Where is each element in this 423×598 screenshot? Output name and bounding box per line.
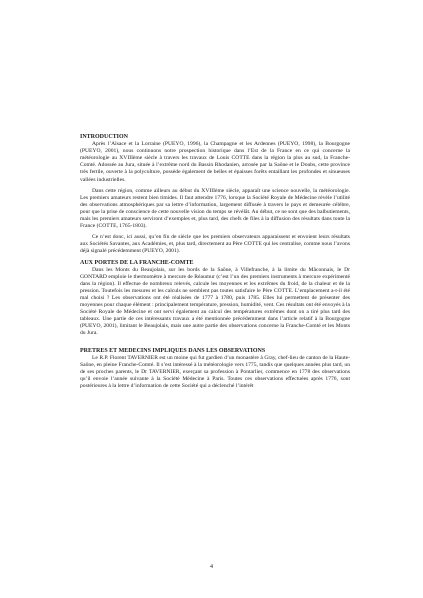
paragraph: Dans cette région, comme ailleurs au début du XVIIIème siècle, apparaît une science nouvelle, la météorologie. Les premiers amateurs restent bien timides. Il faut attendre 1776, lorsque la Société Royale de Médecine révèle l’utilité des observations atmosphériques par sa lettre d’information, largement diffusée à travers le pays et demeurée célèbre, pour que la prise de conscience de cette nouvelle vision du temps se révélât. Au début, ce ne sont que des balbutiements, mais les premiers amateurs serviront d’exemples et, plus tard, des chefs de files à la diffusion des résultats dans toute la France (COTTE, 1765-1803).: [80, 187, 350, 230]
page-number: 4: [210, 564, 213, 570]
paragraph: Le R.P. Florent TAVERNIER est un moine qui fut gardien d’un monastère à Gray, chef-lieu de canton de la Haute-Saône, en pleine Franche-Comté. Il s’est intéressé à la météorologie vers 1775, tandis que quelques années plus tard, un de ses proches parents, le Dr TAVERNIER, exerçant sa profession à Pontarlier, commence en 1778 des observations qu’il envoie l’année suivante à la Société Médecine à Paris. Toutes ces observations effectuées après 1776, sont postérieures à la lettre d’information de cette Société qui a déclenché l’intérêt: [80, 354, 350, 389]
section-heading: PRETRES ET MEDECINS IMPLIQUES DANS LES OBSERVATIONS: [80, 347, 266, 354]
section-heading: INTRODUCTION: [80, 134, 129, 140]
section-pretres-medecins: [80, 348, 350, 391]
document-body: [80, 134, 350, 394]
paragraph: Dans les Monts du Beaujolais, sur les bords de la Saône, à Villefranche, à la limite du Mâconnais, le Dr GONTARD emploie le thermomètre à mercure de Réaumur (c’est l’un des premiers instruments à mercure expérimenté dans la région). Il effectue de nombreux relevés, calcule les moyennes et les extrêmes du froid, de la chaleur et de la pression. Toutefois les mesures et les calculs ne semblent pas toutes satisfaire le Père COTTE. L’emplacement a-t-il été mal choisi ? Les observations ont été réalisées de 1777 à 1780, puis 1785. Elles lui permettent de présenter des moyennes pour chaque élément : principalement température, pression, humidité, vent. Ces résultats ont été envoyés à la Société Royale de Médecine et ont servi également au calcul des températures extrêmes dont on a tiré plus tard des tableaux. Une partie de ces intéressants travaux a été mentionnée précédemment dans l’article relatif à la Bourgogne (PUEYO, 2001), limitant le Beaujolais, mais une autre partie des observations concerne la Franche-Comté et les Monts du Jura.: [80, 266, 350, 337]
paragraph: Après l’Alsace et la Lorraine (PUEYO, 1996), la Champagne et les Ardennes (PUEYO, 1998), la Bourgogne (PUEYO, 2001), nous continuons notre prospection historique dans l’Est de la France en ce qui concerne la météorologie au XVIIIème siècle à travers les travaux de Louis COTTE dans la région la plus au sud, la Franche-Comté. Adossée au Jura, située à l’extrême nord du Bassin Rhodanien, arrosée par la Saône et le Doubs, cette province très fertile, ouverte à la polyculture, possède également de belles et épaisses forêts entaillant les profondes et sinueuses vallées industrielles.: [80, 141, 350, 183]
section-introduction: [80, 134, 350, 256]
section-heading: AUX PORTES DE LA FRANCHE-COMTE: [80, 259, 194, 266]
section-franche-comte: [80, 260, 350, 338]
paragraph: Ce n’est donc, ici aussi, qu’en fin de siècle que les premiers observateurs apparaissent et envoient leurs résultats aux Sociétés Savantes, aux Académies, et, plus tard, directement au Père COTTE qui les centralise, comme nous l’avons déjà signalé précédemment (PUEYO, 2001).: [80, 234, 350, 255]
